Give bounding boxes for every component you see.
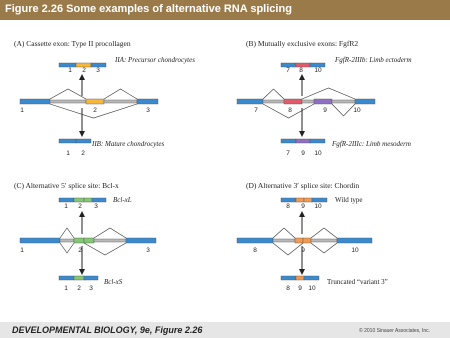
panel-a-top-num-2: 2 <box>82 67 86 74</box>
panel-b-top-num-3: 10 <box>314 67 322 74</box>
panel-d-bottom-mrna-exon-3 <box>304 276 319 280</box>
panel-a-title: (A) Cassette exon: Type II procollagen <box>14 39 131 48</box>
panel-b <box>237 39 412 157</box>
panel-d-gene-num-10: 10 <box>351 247 359 254</box>
panel-a-bottom-mrna-exon-1 <box>59 139 76 143</box>
panel-c-arc-1b <box>60 243 74 253</box>
panel-a-bottom-num-1: 1 <box>66 150 70 157</box>
panel-b-gene-exon-8 <box>284 99 302 104</box>
panel-c-arc-short <box>84 243 126 255</box>
panel-c-title: (C) Alternative 5′ splice site: Bcl-x <box>14 181 119 190</box>
panel-d-arc-alt <box>273 243 303 255</box>
panel-c-bottom-label: Bcl-xS <box>104 278 123 286</box>
panel-b-top-label: FgfR-2IIIb: Limb ectoderm <box>335 56 412 64</box>
panel-c-gene-num-1: 1 <box>20 247 24 254</box>
panel-b-bottom-mrna-exon-3 <box>310 139 325 143</box>
panel-b-gene-exon-7 <box>237 99 263 104</box>
panel-d-bottom-label: Truncated “variant 3” <box>327 278 388 286</box>
panel-c-gene-exon-3 <box>126 238 156 243</box>
panel-c-gene-intron-2 <box>94 239 126 242</box>
panel-b-arc-7-8 <box>263 89 284 99</box>
panel-d-bottom-mrna-exon-1 <box>281 276 296 280</box>
panel-b-gene-intron-2 <box>302 100 314 103</box>
panel-b-bottom-num-2: 9 <box>301 150 305 157</box>
footer-caption: DEVELOPMENTAL BIOLOGY, 9e, Figure 2.26 <box>12 325 203 335</box>
panel-a-splice-arc-1 <box>50 89 86 99</box>
panel-c-gene-exon-1 <box>20 238 60 243</box>
panel-d-top-mrna-exon-4 <box>312 198 327 202</box>
panel-b-bottom-mrna-exon-2 <box>296 139 310 143</box>
panel-b-top-num-1: 7 <box>286 67 290 74</box>
panel-c-bottom-mrna-exon-1 <box>59 276 74 280</box>
panel-c-arc-long <box>94 228 126 238</box>
panel-b-gene-num-9: 9 <box>323 107 327 114</box>
panel-d-top-num-2: 9 <box>301 203 305 210</box>
panel-d-gene-exon-8 <box>237 238 273 243</box>
panel-c-bottom-mrna-exon-2 <box>74 276 84 280</box>
panel-d-gene-num-8: 8 <box>253 247 257 254</box>
panel-a-gene-num-2: 2 <box>93 107 97 114</box>
panel-a-gene-exon-1 <box>20 99 50 104</box>
panel-b-top-mrna-exon-2 <box>296 63 310 67</box>
panel-a-gene-intron-2 <box>104 100 137 103</box>
panel-d-top-mrna-exon-1 <box>281 198 296 202</box>
panel-a-gene-num-3: 3 <box>146 107 150 114</box>
panel-b-bottom-num-1: 7 <box>286 150 290 157</box>
panel-b-bottom-label: FgfR-2IIIc: Limb mesoderm <box>332 140 411 148</box>
panel-d-bottom-mrna-exon-2 <box>296 276 304 280</box>
panel-b-bottom-num-3: 10 <box>314 150 322 157</box>
panel-d-bottom-num-2: 9 <box>298 285 302 292</box>
panel-c-bottom-num-1: 1 <box>64 285 68 292</box>
panel-a-gene-intron-1 <box>50 100 86 103</box>
panel-a-top-label: IIA: Precursor chondrocytes <box>115 56 195 64</box>
panel-c-top-num-3: 3 <box>94 203 98 210</box>
panel-c <box>14 181 156 292</box>
panel-c-gene-num-3: 3 <box>146 247 150 254</box>
panel-c-arc-1 <box>60 228 74 238</box>
panel-d-top-mrna-exon-2 <box>296 198 304 202</box>
panel-c-top-label: Bcl-xL <box>113 196 132 204</box>
panel-c-top-mrna-exon-4 <box>92 198 106 202</box>
panel-d-bottom-num-3: 10 <box>308 285 316 292</box>
panel-d-top-mrna-exon-3 <box>304 198 312 202</box>
panel-a-top-num-1: 1 <box>68 67 72 74</box>
panel-d-gene-exon-9b <box>303 238 311 243</box>
panel-c-gene-num-2: 2 <box>78 247 82 254</box>
panel-a-bottom-mrna-exon-2 <box>76 139 91 143</box>
panel-d-gene-exon-9a <box>295 238 303 243</box>
panel-a-gene-num-1: 1 <box>20 107 24 114</box>
panel-d-arc-2b <box>311 243 337 253</box>
panel-c-gene-exon-2b <box>84 238 94 243</box>
copyright-notice: © 2010 Sinauer Associates, Inc. <box>359 328 430 334</box>
panel-a-bottom-label: IIB: Mature chondrocytes <box>92 140 165 148</box>
panel-a-gene-exon-2 <box>86 99 104 104</box>
panel-b-bottom-mrna-exon-1 <box>281 139 296 143</box>
panel-c-bottom-num-2: 2 <box>77 285 81 292</box>
panel-b-gene-intron-3 <box>332 100 355 103</box>
panel-d-arc-2 <box>311 228 337 238</box>
panel-d <box>237 181 388 292</box>
panel-b-top-num-2: 8 <box>299 67 303 74</box>
panel-d-gene-num-9: 9 <box>301 247 305 254</box>
panel-b-gene-num-8: 8 <box>288 107 292 114</box>
panel-b-gene-num-7: 7 <box>254 107 258 114</box>
panel-c-top-mrna-exon-3 <box>84 198 92 202</box>
panel-c-top-num-1: 1 <box>64 203 68 210</box>
figure-title: Figure 2.26 Some examples of alternative RNA splicing <box>5 3 292 15</box>
panel-a-bottom-num-2: 2 <box>81 150 85 157</box>
panel-d-gene-intron-2 <box>311 239 337 242</box>
panel-b-gene-exon-9 <box>314 99 332 104</box>
panel-d-top-label: Wild type <box>335 196 363 204</box>
panel-b-title: (B) Mutually exclusive exons: FgfR2 <box>246 39 359 48</box>
panel-c-bottom-mrna-exon-3 <box>84 276 98 280</box>
panel-d-arc-1 <box>273 228 295 238</box>
panel-b-arc-9-10 <box>332 104 355 116</box>
panel-b-gene-exon-10 <box>355 99 375 104</box>
panel-a <box>14 39 195 157</box>
panel-d-title: (D) Alternative 3′ splice site: Chordin <box>246 181 360 190</box>
panel-d-gene-exon-10 <box>337 238 372 243</box>
panel-d-gene-intron-1 <box>273 239 295 242</box>
panel-c-gene-intron-1 <box>60 239 74 242</box>
panel-c-top-mrna-exon-2 <box>74 198 84 202</box>
panel-c-gene-exon-2a <box>74 238 84 243</box>
panel-a-gene-exon-3 <box>137 99 158 104</box>
panel-d-top-num-3: 10 <box>314 203 322 210</box>
panel-c-top-num-2: 2 <box>78 203 82 210</box>
panel-b-gene-num-10: 10 <box>353 107 361 114</box>
panel-b-arc-8-10 <box>302 88 355 99</box>
panel-c-bottom-num-3: 3 <box>89 285 93 292</box>
panel-a-splice-arc-2 <box>104 89 137 99</box>
panel-d-top-num-1: 8 <box>286 203 290 210</box>
panel-a-top-num-3: 3 <box>96 67 100 74</box>
panel-d-bottom-num-1: 8 <box>286 285 290 292</box>
panel-c-top-mrna-exon-1 <box>59 198 74 202</box>
panel-b-gene-intron-1 <box>263 100 284 103</box>
